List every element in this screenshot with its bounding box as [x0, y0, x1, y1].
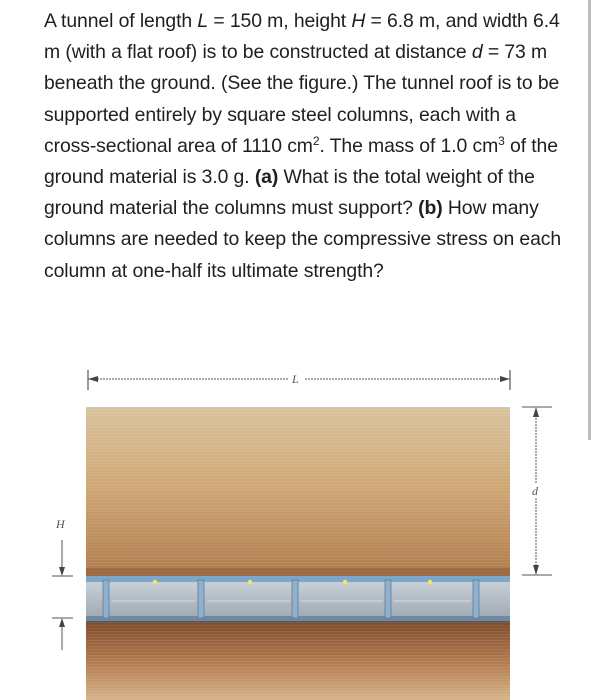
label-L: L: [292, 372, 299, 386]
problem-text-part: What is the total weight of the ground material the columns must support?: [44, 166, 535, 220]
problem-text-part: . The mass of 1.0 cm: [319, 134, 499, 157]
symbol-d: d: [471, 41, 483, 64]
symbol-H: H: [351, 10, 366, 32]
length-dimension: [88, 370, 510, 390]
superscript-3: 3: [498, 133, 505, 148]
tunnel: [86, 576, 510, 621]
steel-column: [103, 580, 109, 618]
tunnel-figure: [0, 360, 595, 700]
problem-text-part: of the ground material is 3.0 g.: [44, 134, 558, 189]
problem-text-part: How many columns are needed to keep the compressive stress on each column at one-half its ultimate strength?: [44, 197, 562, 282]
steel-column: [385, 580, 391, 618]
steel-column: [292, 580, 298, 618]
problem-text-part: = 6.8 m, and width 6.4 m (with a flat roof) is to be constructed at distance: [44, 10, 560, 64]
depth-dimension: [522, 407, 552, 575]
steel-column: [473, 580, 479, 618]
problem-text-part: = 73 m beneath the ground. (See the figure.) The tunnel roof is to be supported entirely by square steel columns, each with a cross-sectional area of 1110 cm: [44, 41, 560, 157]
tunnel-diagram: [0, 360, 595, 700]
problem-text-part: = 150 m, height: [208, 10, 352, 32]
label-H: H: [56, 517, 65, 531]
steel-column: [198, 580, 204, 618]
part-b-label: (b): [418, 197, 443, 220]
height-dimension: [52, 517, 73, 650]
symbol-L: L: [197, 10, 209, 32]
problem-text-part: A tunnel of length: [44, 10, 198, 32]
superscript-2: 2: [312, 133, 320, 148]
label-d: d: [532, 484, 538, 498]
problem-text: [44, 6, 564, 287]
part-a-label: (a): [254, 166, 279, 189]
